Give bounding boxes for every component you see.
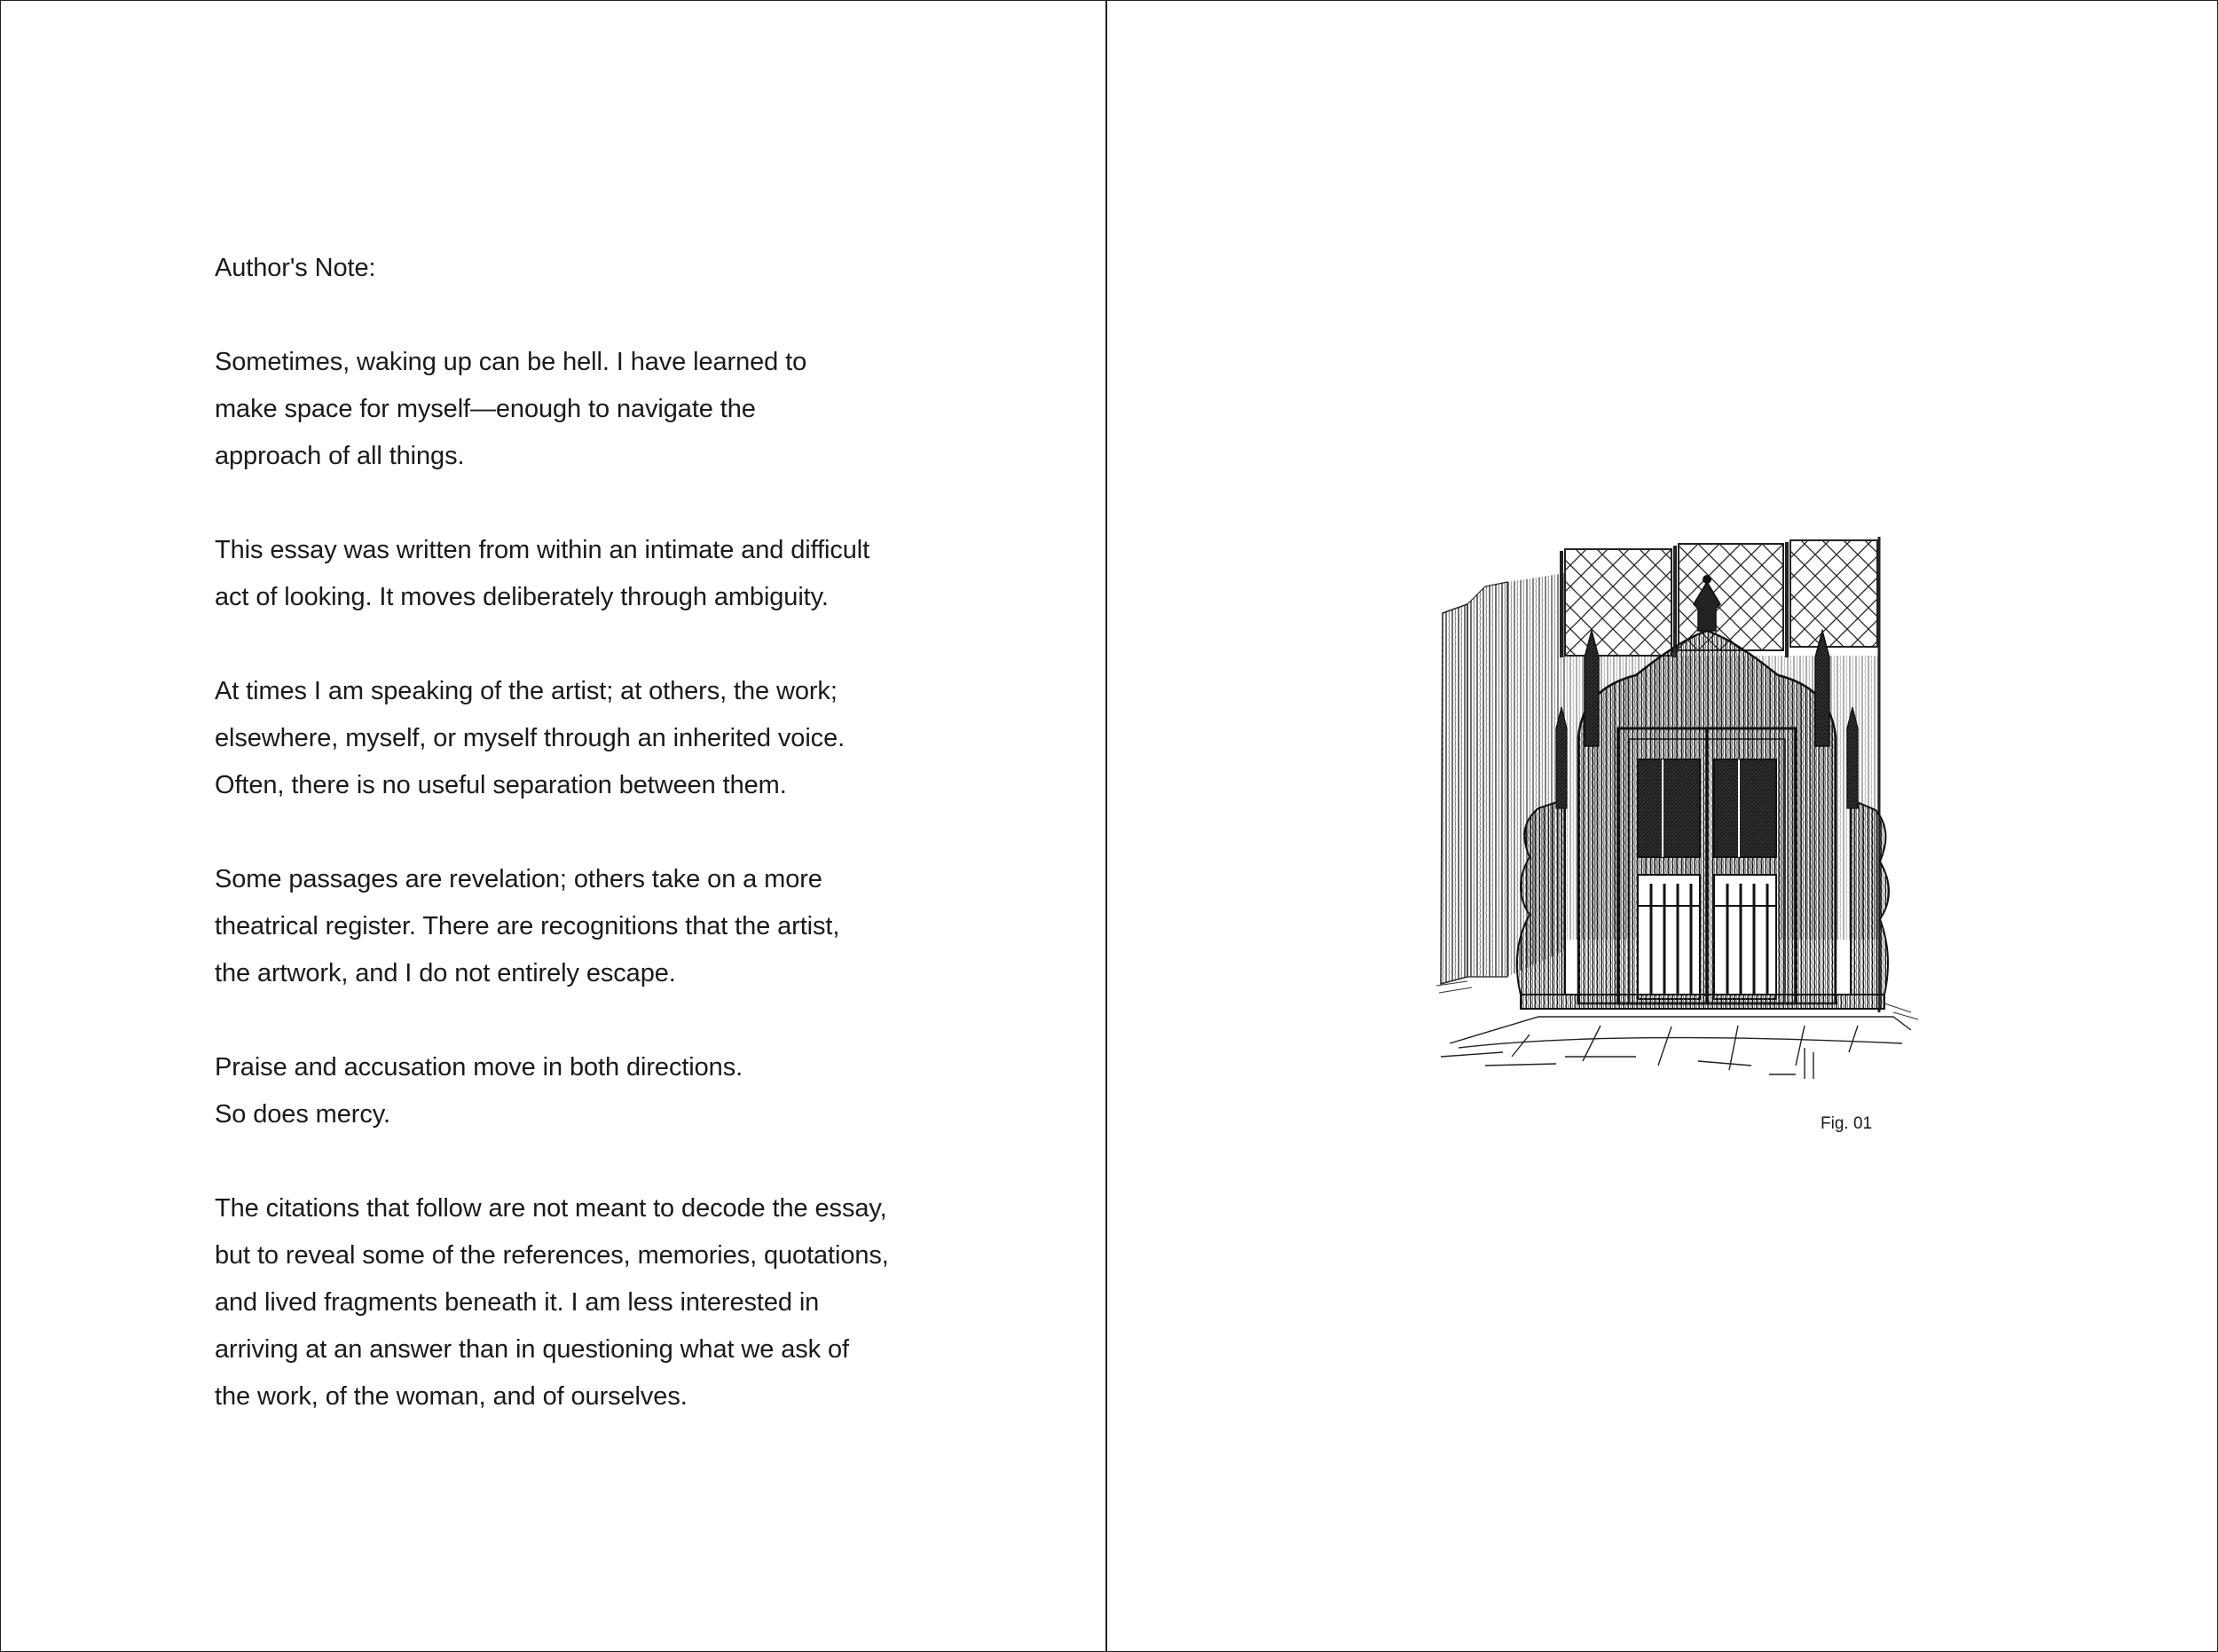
figure-caption: Fig. 01 (1821, 1114, 1873, 1133)
left-page (1, 1, 1107, 1651)
figure-illustration (1432, 533, 1929, 1083)
note-paragraph: The citations that follow are not meant to decode the essay, but to reveal some of the references, memories, quotations, and lived fragments beneath it. I am less interested in arriving at an answer than in questioning what we ask of the work, of the woman, and of ourselves. (215, 1194, 889, 1411)
note-paragraph: Some passages are revelation; others take on a more theatrical register. There are recognitions that the artist, the artwork, and I do not entirely escape. (215, 865, 840, 987)
note-paragraph: This essay was written from within an intimate and difficult act of looking. It moves deliberately through ambiguity. (215, 536, 870, 611)
authors-note (215, 245, 942, 1467)
note-paragraph: Sometimes, waking up can be hell. I have learned to make space for myself—enough to navigate the approach of all things. (215, 348, 807, 470)
note-paragraph: At times I am speaking of the artist; at others, the work; elsewhere, myself, or myself through an inherited voice. Often, there is no useful separation between them. (215, 677, 846, 799)
right-page (1107, 1, 2217, 1651)
confessional-engraving-icon (1432, 533, 1929, 1083)
note-paragraph: Praise and accusation move in both directions. So does mercy. (215, 1053, 743, 1129)
note-heading: Author's Note: (215, 254, 376, 282)
